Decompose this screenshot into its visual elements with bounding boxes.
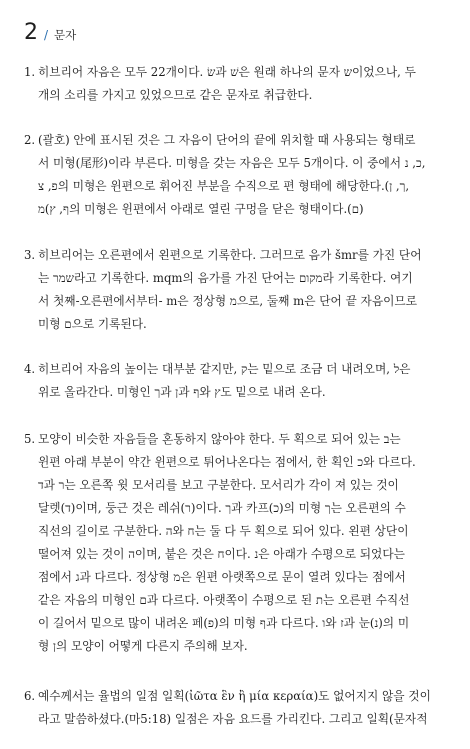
note-item-5 xyxy=(24,428,452,658)
note-item-1 xyxy=(24,61,452,107)
text-line: 라고 말씀하셨다.(마5:18) 일점은 자음 요드를 가리킨다. 그리고 일획(문자적 xyxy=(38,712,428,726)
text-line: 형 ן의 모양이 어떻게 다른지 주의해 보자. xyxy=(38,639,248,653)
text-line: 같은 자음의 미형인 ם과 다르다. 아랫쪽이 수평으로 된 ת는 오른편 수직선 xyxy=(38,593,410,607)
note-number: 5. xyxy=(24,432,36,446)
note-number: 2. xyxy=(24,133,36,147)
text-line: 떨어져 있는 것이 ה이며, 붙은 것은 ח이다. נ은 아래가 수평으로 되었다는 xyxy=(38,547,405,561)
text-line: 서 미형(尾形)이라 부른다. 미형을 갖는 자음은 모두 5개이다. 이 중에서 כ, נ, xyxy=(38,156,426,170)
text-line: 윈편 아래 부분이 약간 윈편으로 튀어나온다는 점에서, 한 획인 כ와 다르다. xyxy=(38,455,416,469)
text-line: (괄호) 안에 표시된 것은 그 자음이 단어의 끝에 위치할 때 사용되는 형태로 xyxy=(38,133,416,147)
note-text xyxy=(38,685,452,731)
text-line: ף, ץ)מ의 미형은 윈편에서 아래로 열린 구멍을 닫은 형태이다.(ם) xyxy=(38,202,364,216)
text-line: 히브리어 자음은 모두 22개이다. שׂ과 שׁ은 원래 하나의 문자 ש이었으나, 두 xyxy=(38,65,416,79)
note-number: 1. xyxy=(24,65,36,79)
note-text xyxy=(38,129,452,221)
text-line: 히브리어 자음의 높이는 대부분 같지만, ק는 밑으로 조금 더 내려오며, ל은 xyxy=(38,362,411,376)
text-line: 직선의 길이로 구분한다. ה와 ח는 둘 다 두 획으로 되어 있다. 왼편 상단이 xyxy=(38,524,409,538)
text-line: 예수께서는 율법의 일점 일획(ἰῶτα ἓν ἢ μία κεραία)도 없어지지 않을 것이 xyxy=(38,689,431,703)
note-text xyxy=(38,428,452,658)
text-line: פ, צ의 미형은 윈편으로 휘어진 부분을 수직으로 편 형태에 해당한다.(ך, ן, xyxy=(38,179,410,193)
note-text xyxy=(38,358,452,404)
text-line: 개의 소리를 가지고 있었으므로 같은 문자로 취급한다. xyxy=(38,88,313,102)
note-item-6 xyxy=(24,685,452,731)
header-separator: / xyxy=(44,28,49,42)
text-line: 점에서 ג과 다르다. 정상형 מ은 윈편 아랫쪽으로 문이 열려 있다는 점에서 xyxy=(38,570,406,584)
note-number: 4. xyxy=(24,362,36,376)
chapter-title: 문자 xyxy=(54,28,77,42)
text-line: 미형 ם으로 기록된다. xyxy=(38,317,147,331)
note-item-3 xyxy=(24,244,452,336)
note-number: 3. xyxy=(24,248,36,262)
page-number: 2 xyxy=(24,20,38,45)
note-item-2 xyxy=(24,129,452,221)
text-line: ד과 ר는 오른쪽 윗 모서리를 보고 구분한다. 모서리가 각이 져 있는 것이 xyxy=(38,478,399,492)
note-text xyxy=(38,61,452,107)
text-line: 모양이 비슷한 자음들을 혼동하지 않아야 한다. 두 획으로 되어 있는 ב는 xyxy=(38,432,401,446)
text-line: 위로 올라간다. 미형인 ך과 ן과 ף와 ץ도 밑으로 내려 온다. xyxy=(38,385,326,399)
text-line: 히브리어는 오른편에서 왼편으로 기록한다. 그러므로 음가 šmr를 가진 단어 xyxy=(38,248,422,262)
note-text xyxy=(38,244,452,336)
text-line: 서 첫째-오른편에서부터- m은 정상형 מ으로, 둘째 m은 단어 끝 자음이므로 xyxy=(38,294,417,308)
note-item-4 xyxy=(24,358,452,404)
text-line: 는 שמר라고 기록한다. mqm의 음가를 가진 단어는 מקום라 기록한다. 여기 xyxy=(38,271,413,285)
page-header xyxy=(24,22,76,44)
text-line: 달렛(ד)이며, 둥근 것은 레쉬(ר)이다. ך과 카프(כ)의 미형 ך는 오른편의 수 xyxy=(38,501,406,515)
note-number: 6. xyxy=(24,689,36,703)
text-line: 이 길어서 밑으로 많이 내려온 페(פ)의 미형 ף과 다르다. ו와 ז과 눈(נ)의 미 xyxy=(38,616,410,630)
